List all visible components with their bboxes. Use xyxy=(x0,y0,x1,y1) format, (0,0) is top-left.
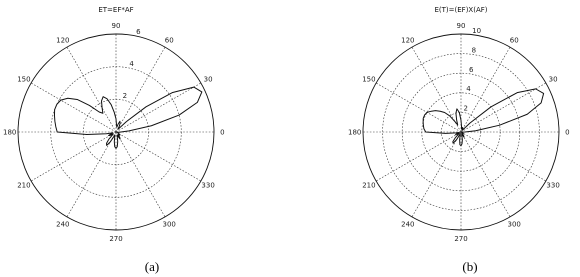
radial-tick-label: 10 xyxy=(472,27,482,35)
angle-tick-label: 0 xyxy=(220,128,225,137)
angle-tick-label: 270 xyxy=(454,234,468,243)
spoke-240 xyxy=(412,132,461,217)
chart-title: E(T)=(EF)X(AF) xyxy=(434,6,488,14)
angle-tick-label: 330 xyxy=(546,181,560,190)
radial-tick-label: 6 xyxy=(136,28,141,37)
spoke-30 xyxy=(461,83,546,132)
spoke-150 xyxy=(31,83,116,132)
spoke-300 xyxy=(461,132,510,217)
angle-tick-label: 300 xyxy=(162,220,176,229)
caption-a: (a) xyxy=(144,259,160,274)
radial-tick-label: 2 xyxy=(122,92,128,100)
angle-tick-label: 30 xyxy=(548,75,558,84)
caption-b: (b) xyxy=(462,259,478,274)
angle-tick-label: 60 xyxy=(164,36,174,45)
angle-tick-label: 180 xyxy=(3,128,17,137)
angle-tick-label: 30 xyxy=(203,75,213,84)
angle-tick-label: 150 xyxy=(362,75,376,84)
radial-tick-label: 4 xyxy=(466,85,471,94)
angle-tick-label: 90 xyxy=(456,22,466,31)
radial-tick-label: 2 xyxy=(463,104,468,113)
angle-tick-label: 120 xyxy=(56,36,70,45)
spoke-330 xyxy=(461,132,546,181)
spoke-210 xyxy=(31,132,116,181)
polar-panel-b xyxy=(348,6,570,243)
angle-tick-label: 240 xyxy=(401,220,415,229)
radial-tick-label: 8 xyxy=(471,46,477,55)
angle-tick-label: 120 xyxy=(401,36,415,45)
angle-tick-label: 240 xyxy=(56,220,70,229)
angle-tick-label: 210 xyxy=(362,181,376,190)
polar-panel-a xyxy=(3,6,225,243)
angle-tick-label: 270 xyxy=(109,234,123,243)
radial-tick-label: 4 xyxy=(129,60,134,69)
angle-tick-label: 60 xyxy=(509,36,519,45)
angle-tick-label: 330 xyxy=(201,181,215,190)
angle-tick-label: 0 xyxy=(565,128,570,137)
spoke-210 xyxy=(376,132,461,181)
angle-tick-label: 150 xyxy=(17,75,31,84)
spoke-300 xyxy=(116,132,165,217)
spoke-120 xyxy=(412,47,461,132)
spoke-240 xyxy=(67,132,116,217)
spoke-330 xyxy=(116,132,201,181)
spoke-60 xyxy=(116,47,165,132)
chart-title: ET=EF*AF xyxy=(98,6,134,14)
angle-tick-label: 90 xyxy=(111,22,121,31)
spoke-150 xyxy=(376,83,461,132)
angle-tick-label: 210 xyxy=(17,181,31,190)
radial-tick-label: 6 xyxy=(468,65,474,74)
spoke-30 xyxy=(116,83,201,132)
angle-tick-label: 300 xyxy=(507,220,521,229)
spoke-120 xyxy=(67,47,116,132)
angle-tick-label: 180 xyxy=(348,128,362,137)
